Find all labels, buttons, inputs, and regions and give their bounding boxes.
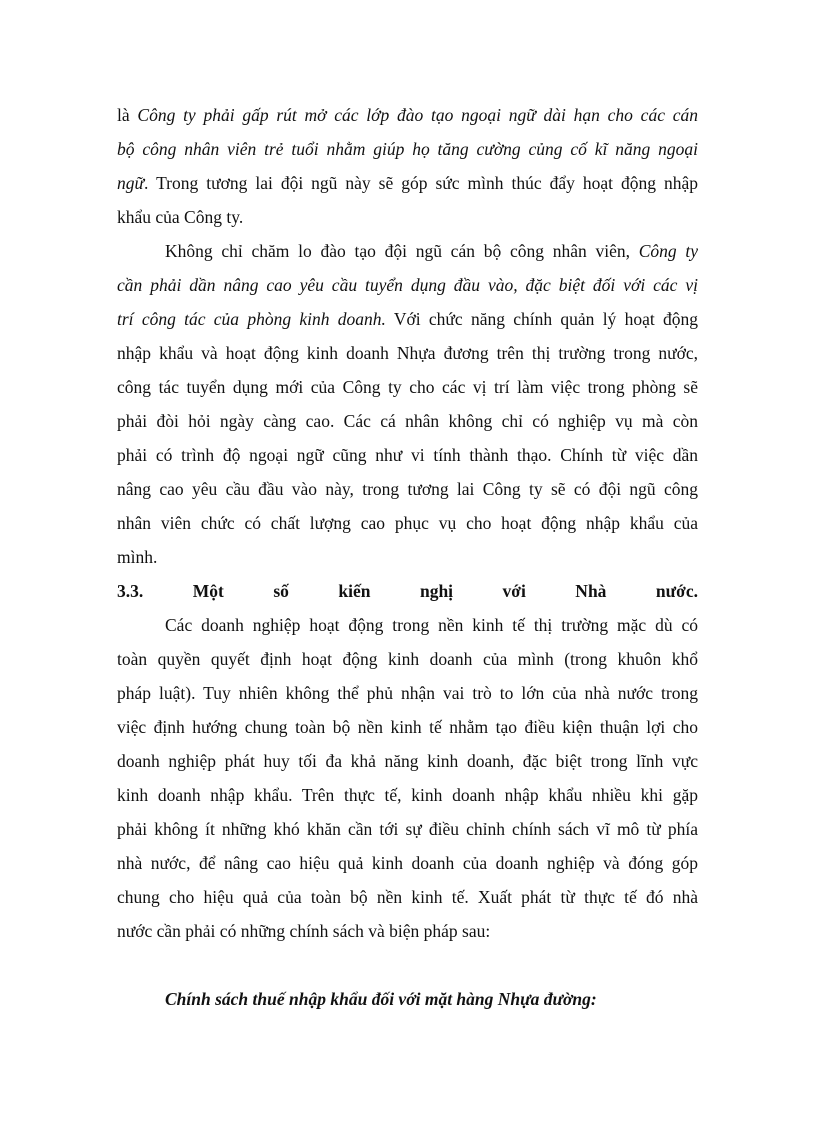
italic-text: Công ty phải gấp rút mở các lớp đào tạo ngoại ngữ dài hạn cho các cán xyxy=(137,105,698,125)
text-line xyxy=(117,506,698,540)
text-line xyxy=(117,166,698,200)
section-heading xyxy=(117,574,698,608)
text: kinh doanh nhập khẩu. Trên thực tế, kinh doanh nhập khẩu nhiều khi gặp xyxy=(117,785,698,805)
bold-text: 3.3. Một số kiến nghị với Nhà nước. xyxy=(117,581,698,601)
text-line xyxy=(117,336,698,370)
italic-text: cần phải dần nâng cao yêu cầu tuyển dụng đầu vào, đặc biệt đối với các vị xyxy=(117,275,698,295)
text: phải không ít những khó khăn cần tới sự điều chỉnh chính sách vĩ mô từ phía xyxy=(117,819,698,839)
text-line xyxy=(117,268,698,302)
text: công tác tuyển dụng mới của Công ty cho các vị trí làm việc trong phòng sẽ xyxy=(117,377,698,397)
text-line xyxy=(117,370,698,404)
text-line xyxy=(117,200,698,234)
text: nhân viên chức có chất lượng cao phục vụ cho hoạt động nhập khẩu của xyxy=(117,513,698,533)
italic-text: Công ty xyxy=(638,241,698,261)
text: là xyxy=(117,105,138,125)
text-line xyxy=(117,880,698,914)
text-line xyxy=(117,710,698,744)
text-line xyxy=(117,812,698,846)
bold-text: Chính sách thuế nhập khẩu đối với mặt hàng Nhựa đường: xyxy=(165,989,597,1009)
italic-text: bộ công nhân viên trẻ tuổi nhằm giúp họ tăng cường củng cố kĩ năng ngoại xyxy=(117,139,698,159)
text-line xyxy=(117,132,698,166)
text: khẩu của Công ty. xyxy=(117,207,244,227)
text: Các doanh nghiệp hoạt động trong nền kinh tế thị trường mặc dù có xyxy=(165,615,698,635)
text-line xyxy=(117,846,698,880)
text: . Trong tương lai đội ngũ này sẽ góp sức mình thúc đẩy hoạt động nhập xyxy=(144,173,698,193)
text: việc định hướng chung toàn bộ nền kinh tế nhằm tạo điều kiện thuận lợi cho xyxy=(117,717,698,737)
text: nâng cao yêu cầu đầu vào này, trong tương lai Công ty sẽ có đội ngũ công xyxy=(117,479,698,499)
text-line xyxy=(117,744,698,778)
italic-text: ngữ xyxy=(117,173,145,193)
italic-text: trí công tác của phòng kinh doanh. xyxy=(117,309,386,329)
text-line xyxy=(117,608,698,642)
text: phải đòi hỏi ngày càng cao. Các cá nhân không chỉ có nghiệp vụ mà còn xyxy=(117,411,698,431)
text: pháp luật). Tuy nhiên không thể phủ nhận vai trò to lớn của nhà nước trong xyxy=(117,683,698,703)
text: nhà nước, để nâng cao hiệu quả kinh doanh của doanh nghiệp và đóng góp xyxy=(117,853,698,873)
text: chung cho hiệu quả của toàn bộ nền kinh tế. Xuất phát từ thực tế đó nhà xyxy=(117,887,698,907)
text: doanh nghiệp phát huy tối đa khả năng kinh doanh, đặc biệt trong lĩnh vực xyxy=(117,751,698,771)
text: nước cần phải có những chính sách và biện pháp sau: xyxy=(117,921,491,941)
text-line xyxy=(117,98,698,132)
text: mình. xyxy=(117,547,158,567)
subsection-heading xyxy=(117,982,698,1016)
text: toàn quyền quyết định hoạt động kinh doanh của mình (trong khuôn khổ xyxy=(117,649,698,669)
text-line xyxy=(117,302,698,336)
text-line xyxy=(117,540,698,574)
text-line xyxy=(117,914,698,948)
text-line xyxy=(117,404,698,438)
text-line xyxy=(117,438,698,472)
text-line xyxy=(117,778,698,812)
text-line xyxy=(117,234,698,268)
text: Không chỉ chăm lo đào tạo đội ngũ cán bộ công nhân viên, xyxy=(165,241,639,261)
text: phải có trình độ ngoại ngữ cũng như vi tính thành thạo. Chính từ việc dần xyxy=(117,445,698,465)
text-line xyxy=(117,472,698,506)
text-line xyxy=(117,642,698,676)
text: nhập khẩu và hoạt động kinh doanh Nhựa đương trên thị trường trong nước, xyxy=(117,343,698,363)
text-line xyxy=(117,676,698,710)
text: Với chức năng chính quản lý hoạt động xyxy=(385,309,698,329)
document-page xyxy=(117,98,698,1016)
